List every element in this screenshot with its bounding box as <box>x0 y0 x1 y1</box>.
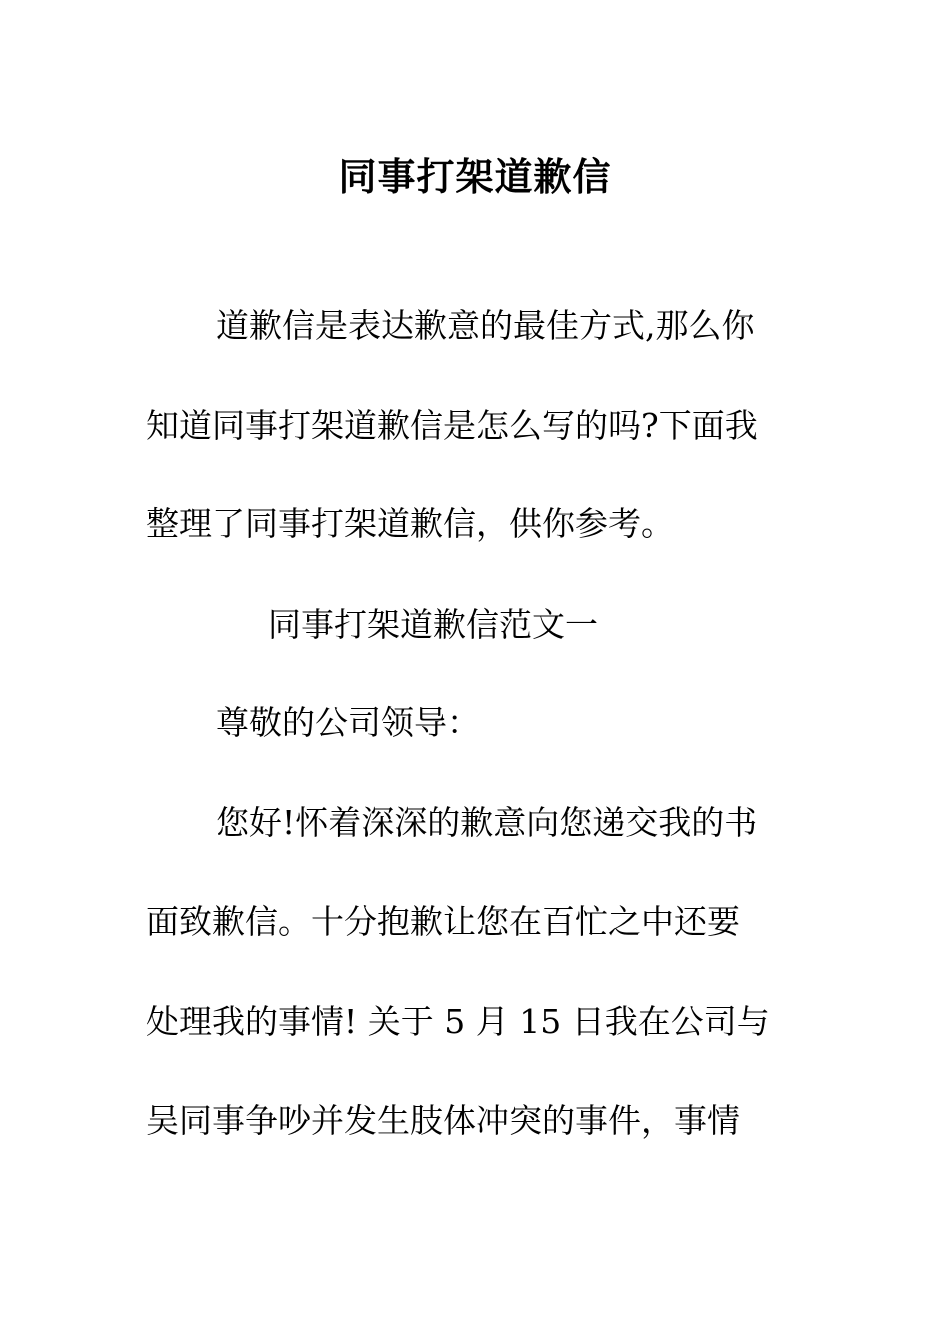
body-line-1: 您好!怀着深深的歉意向您递交我的书 <box>216 803 758 842</box>
section-heading: 同事打架道歉信范文一 <box>268 605 598 644</box>
document-title: 同事打架道歉信 <box>338 155 612 200</box>
body-line-3: 处理我的事情! 关于 5 月 15 日我在公司与 <box>146 1002 770 1041</box>
salutation: 尊敬的公司领导： <box>216 703 480 742</box>
intro-line-2: 知道同事打架道歉信是怎么写的吗?下面我 <box>146 406 758 445</box>
intro-line-1: 道歉信是表达歉意的最佳方式,那么你 <box>216 306 755 345</box>
body-line-4: 吴同事争吵并发生肢体冲突的事件，事情 <box>146 1101 740 1140</box>
body-line-2: 面致歉信。十分抱歉让您在百忙之中还要 <box>146 902 740 941</box>
intro-line-3: 整理了同事打架道歉信，供你参考。 <box>146 504 674 543</box>
